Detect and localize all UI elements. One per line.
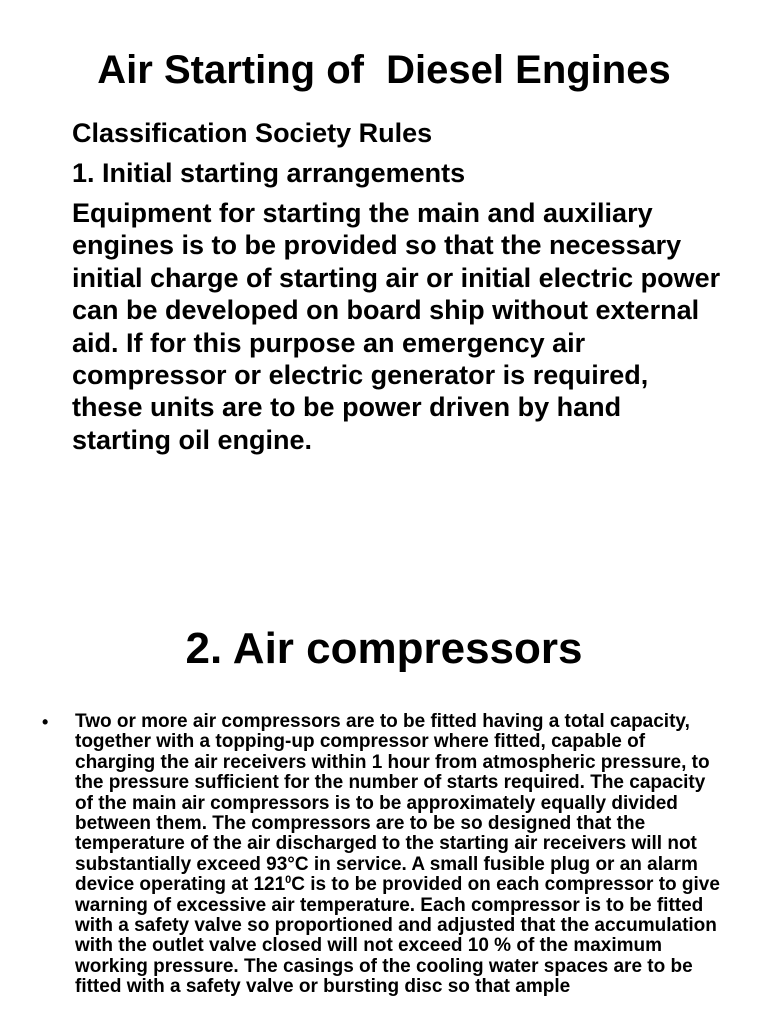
bullet-paragraph <box>75 712 725 998</box>
slide-title: 2. Air compressors <box>185 624 583 673</box>
bullet-text-part-1: Two or more air compressors are to be fitted having a total capacity, together with a topping-up compressor where fitted, capable of charging the air receivers within 1 hour from atmospheric pressure, to the pressure sufficient for the number of starts required. The capacity of the main air compressors is to be approximately equally divided between them. The compressors are to be so designed that the temperature of the air discharged to the starting air receivers will not substantially exceed 93°C in service. A small fusible plug or an alarm device operating at 121 <box>75 712 710 896</box>
slide-title: Air Starting of Diesel Engines <box>97 48 671 92</box>
section-heading-initial-starting: 1. Initial starting arrangements <box>72 158 466 188</box>
degree-superscript: 0 <box>285 874 292 887</box>
slide-air-compressors <box>0 600 768 1024</box>
bullet-list-item <box>42 712 732 1024</box>
bullet-icon: • <box>42 712 49 732</box>
subtitle-classification-rules: Classification Society Rules <box>72 118 433 148</box>
bullet-text-part-2: C is to be provided on each compressor to give warning of excessive air temperature. Each compressor is to be fitted with a safety valve so proportioned and adjusted that the accumulation with the outlet valve closed will not exceed 10 % of the maximum working pressure. The casings of the cooling water spaces are to be fitted with a safety valve or bursting disc so that ample <box>75 874 720 998</box>
body-paragraph: Equipment for starting the main and auxiliary engines is to be provided so that the necessary initial charge of starting air or initial electric power can be developed on board ship without external aid. If for this purpose an emergency air compressor or electric generator is required, these units are to be power driven by hand starting oil engine. <box>72 198 721 455</box>
